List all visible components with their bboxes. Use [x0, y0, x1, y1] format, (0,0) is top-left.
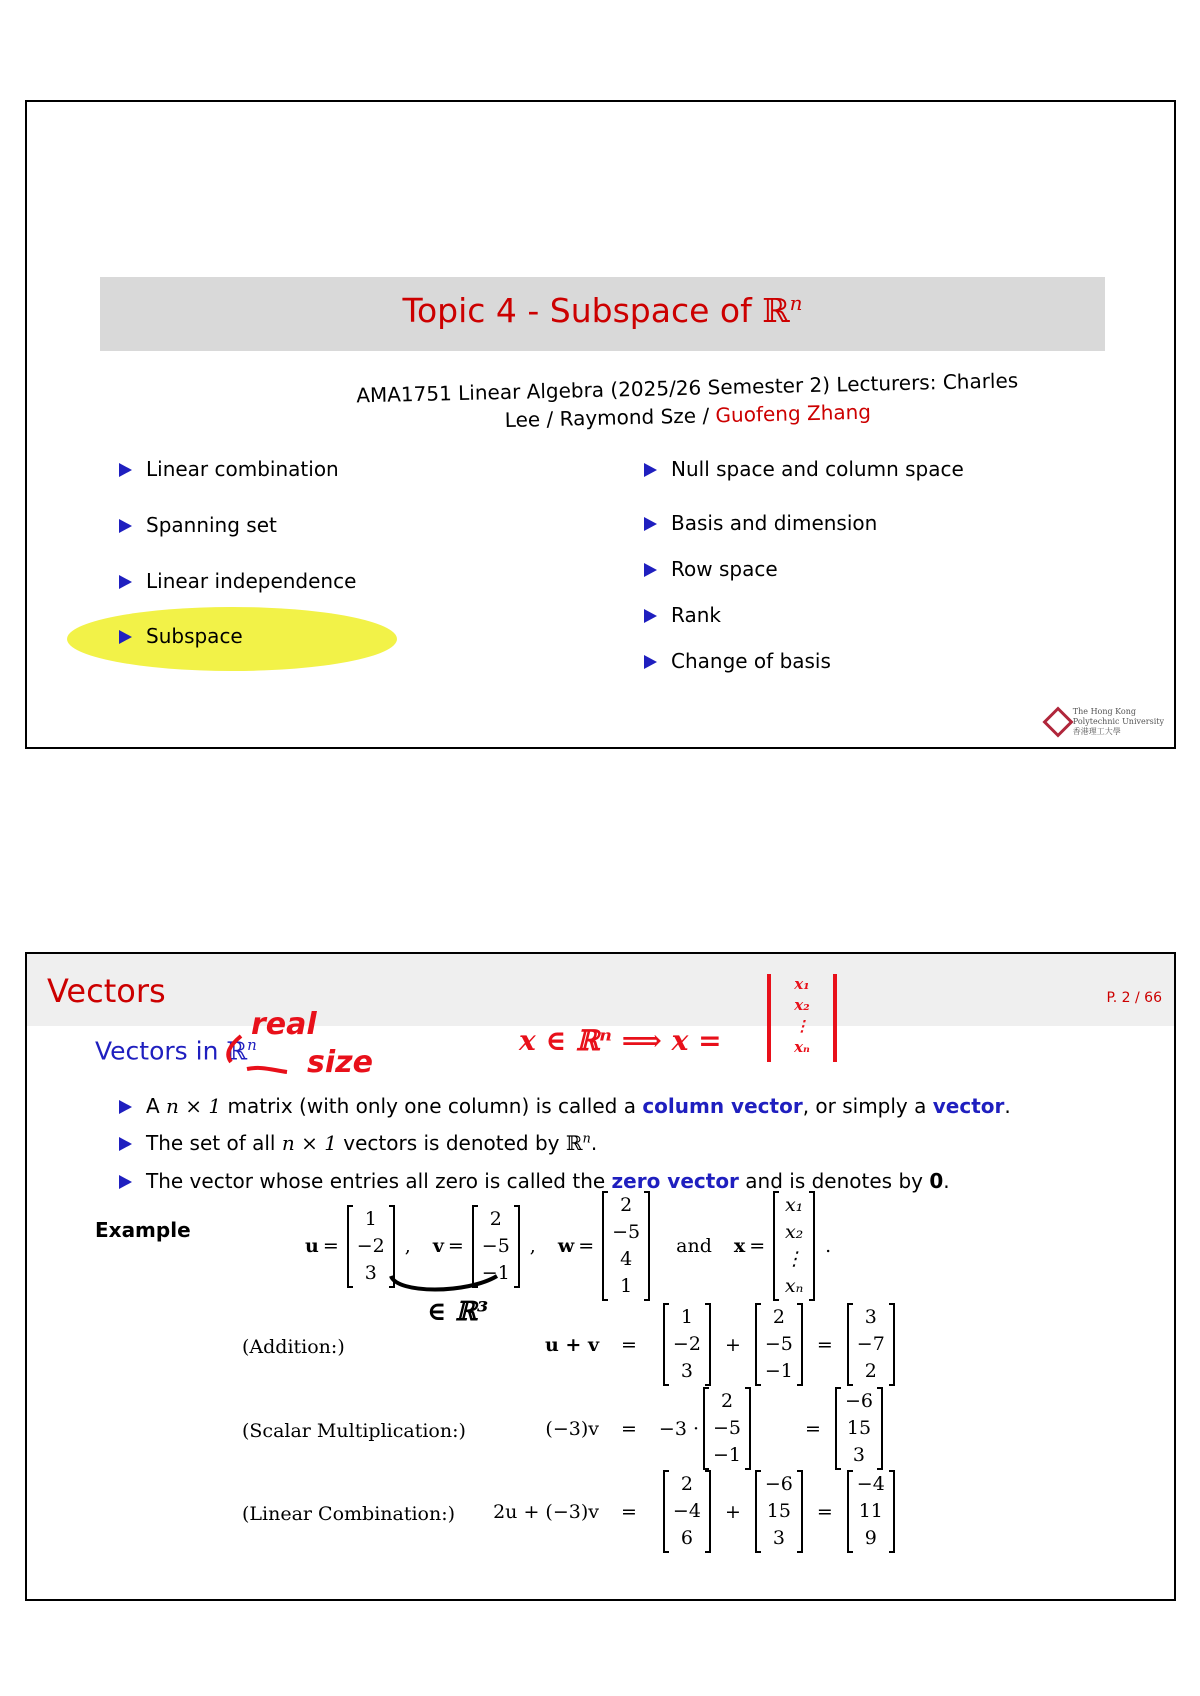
- list-item: Change of basis: [644, 649, 831, 673]
- list-item: Basis and dimension: [644, 511, 877, 535]
- example-vectors: u = 1 −2 3 , v = 2 −5 −1 , w = 2 −5 4 1 and x = x₁ x₂ ⋮ xₙ .: [305, 1192, 831, 1300]
- list-item: Linear independence: [119, 569, 356, 593]
- triangle-bullet-icon: [119, 1100, 132, 1114]
- handwritten-real-size: [217, 994, 417, 1074]
- list-item: Linear combination: [119, 457, 339, 481]
- svg-text:size: size: [307, 1045, 373, 1074]
- example-label: Example: [95, 1218, 191, 1242]
- frame-header: [27, 954, 1174, 1026]
- slide-title: Topic 4 - Subspace of ℝ$^n$: [402, 291, 803, 330]
- addition-equation: u + v = 1 −2 3 + 2 −5 −1 = 3 −7 2: [539, 1304, 899, 1385]
- vectors-slide: [25, 952, 1176, 1601]
- list-item: A n × 1 matrix (with only one column) is called a column vector, or simply a vector.: [119, 1094, 1011, 1118]
- matrix: 2 −4 6: [663, 1471, 711, 1552]
- triangle-bullet-icon: [119, 1175, 132, 1189]
- triangle-bullet-icon: [119, 575, 132, 589]
- matrix: −6 15 3: [755, 1471, 803, 1552]
- vector-u: 1 −2 3: [347, 1206, 395, 1287]
- handwritten-column: x₁ x₂ ⋮ xₙ: [767, 974, 837, 1062]
- triangle-bullet-icon: [119, 519, 132, 533]
- svg-text:∈ ℝ³: ∈ ℝ³: [427, 1297, 489, 1327]
- triangle-bullet-icon: [644, 517, 657, 531]
- triangle-bullet-icon: [119, 1137, 132, 1151]
- polyu-logo-icon: [1042, 706, 1073, 737]
- matrix: 3 −7 2: [847, 1304, 895, 1385]
- title-band: [100, 277, 1105, 351]
- list-item: Rank: [644, 603, 721, 627]
- handwritten-membership: x ∈ ℝⁿ ⟹ x =: [519, 1024, 722, 1057]
- triangle-bullet-icon: [644, 609, 657, 623]
- triangle-bullet-icon: [119, 630, 132, 644]
- title-slide: [25, 100, 1176, 749]
- triangle-bullet-icon: [644, 463, 657, 477]
- vector-x: x₁ x₂ ⋮ xₙ: [773, 1192, 815, 1300]
- matrix: 1 −2 3: [663, 1304, 711, 1385]
- subtitle-line2: Lee / Raymond Sze / Guofeng Zhang: [504, 399, 872, 432]
- triangle-bullet-icon: [119, 463, 132, 477]
- list-item: Null space and column space: [644, 457, 964, 481]
- page-number: P. 2 / 66: [1106, 990, 1162, 1006]
- matrix: 2 −5 −1: [755, 1304, 803, 1385]
- list-item: Subspace: [119, 624, 243, 648]
- frame-title: Vectors: [47, 972, 166, 1010]
- scalar-equation: (−3)v = −3 · 2 −5 −1 = −6 15 3: [535, 1388, 887, 1469]
- lincomb-label: (Linear Combination:): [242, 1503, 456, 1525]
- university-logo: The Hong Kong Polytechnic University 香港理工大學: [1047, 707, 1164, 737]
- addition-label: (Addition:): [242, 1336, 345, 1358]
- matrix: 2 −5 −1: [703, 1388, 751, 1469]
- lecturer-highlight: Guofeng Zhang: [715, 399, 872, 428]
- lincomb-equation: 2u + (−3)v = 2 −4 6 + −6 15 3 = −4 11 9: [483, 1471, 899, 1552]
- list-item: The vector whose entries all zero is called the zero vector and is denotes by 0.: [119, 1169, 950, 1193]
- matrix: −6 15 3: [835, 1388, 883, 1469]
- course-subtitle: [327, 366, 1048, 438]
- triangle-bullet-icon: [644, 563, 657, 577]
- vector-v: 2 −5 −1: [472, 1206, 520, 1287]
- list-item: Spanning set: [119, 513, 277, 537]
- vector-w: 2 −5 4 1: [602, 1192, 650, 1300]
- handwritten-brace: [387, 1272, 517, 1332]
- subtitle-line1: AMA1751 Linear Algebra (2025/26 Semester 2) Lecturers: Charles: [356, 368, 1019, 408]
- section-title: Vectors in ℝ$^n$: [95, 1036, 257, 1066]
- triangle-bullet-icon: [644, 655, 657, 669]
- svg-text:real: real: [251, 1007, 317, 1042]
- list-item: The set of all n × 1 vectors is denoted by ℝ$^n$.: [119, 1131, 597, 1155]
- matrix: −4 11 9: [847, 1471, 895, 1552]
- scalar-label: (Scalar Multiplication:): [242, 1420, 466, 1442]
- list-item: Row space: [644, 557, 778, 581]
